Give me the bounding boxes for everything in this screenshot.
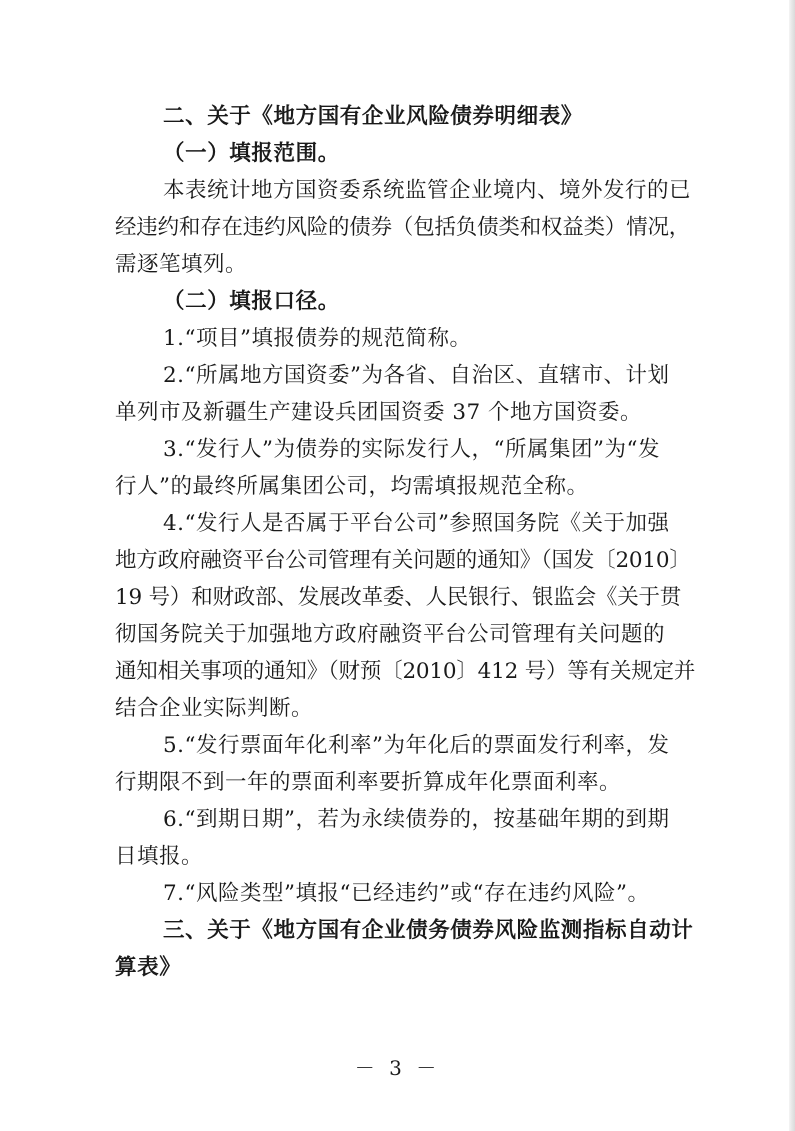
paragraph-line: 7.“风险类型”填报“已经违约”或“存在违约风险”。 (163, 881, 650, 906)
paragraph-line: 通知相关事项的通知》（财预〔2010〕412 号）等有关规定并 (115, 659, 696, 684)
paragraph-line: 4.“发行人是否属于平台公司”参照国务院《关于加强 (163, 511, 670, 536)
paragraph-line: 5.“发行票面年化利率”为年化后的票面发行利率，发 (163, 733, 670, 758)
page-number: － 3 － (354, 1056, 441, 1080)
subsection-2-heading: （二）填报口径。 (163, 289, 340, 314)
paragraph-line: 结合企业实际判断。 (115, 696, 314, 721)
document-page (115, 98, 695, 986)
heading-line: 三、关于《地方国有企业债务债券风险监测指标自动计 (163, 918, 694, 943)
paragraph-line: 2.“所属地方国资委”为各省、自治区、直辖市、计划 (163, 363, 670, 388)
paragraph-line: 19 号）和财政部、发展改革委、人民银行、银监会《关于贯 (115, 585, 682, 610)
paragraph-line: 6.“到期日期”，若为永续债券的，按基础年期的到期 (163, 807, 670, 832)
paragraph-line: 需逐笔填列。 (115, 252, 248, 277)
paragraph-line: 本表统计地方国资委系统监管企业境内、境外发行的已 (163, 178, 692, 203)
paragraph-line: 地方政府融资平台公司管理有关问题的通知》（国发〔2010〕 (115, 548, 691, 573)
paragraph-line: 经违约和存在违约风险的债券（包括负债类和权益类）情况， (115, 215, 691, 240)
item-4 (115, 505, 695, 727)
subsection-1-heading: （一）填报范围。 (163, 141, 340, 166)
paragraph-line: 单列市及新疆生产建设兵团国资委 37 个地方国资委。 (115, 400, 643, 425)
paragraph-line: 3.“发行人”为债券的实际发行人，“所属集团”为“发 (163, 437, 660, 462)
paragraph-line: 日填报。 (115, 844, 204, 869)
paragraph-line: 彻国务院关于加强地方政府融资平台公司管理有关问题的 (115, 622, 666, 647)
item-6 (115, 801, 695, 875)
paragraph-line: 行人”的最终所属集团公司，均需填报规范全称。 (115, 474, 589, 499)
heading-line: 算表》 (115, 955, 182, 980)
item-3 (115, 431, 695, 505)
paragraph-line: 行期限不到一年的票面利率要折算成年化票面利率。 (115, 770, 622, 795)
section-3-heading (115, 912, 695, 986)
item-2 (115, 357, 695, 431)
scan-edge (789, 0, 795, 1131)
item-7 (115, 875, 695, 912)
section-2-heading: 二、关于《地方国有企业风险债券明细表》 (163, 104, 583, 129)
item-5 (115, 727, 695, 801)
scope-paragraph (115, 172, 695, 283)
paragraph-line: 1.“项目”填报债券的规范简称。 (163, 326, 472, 351)
item-1 (115, 320, 695, 357)
